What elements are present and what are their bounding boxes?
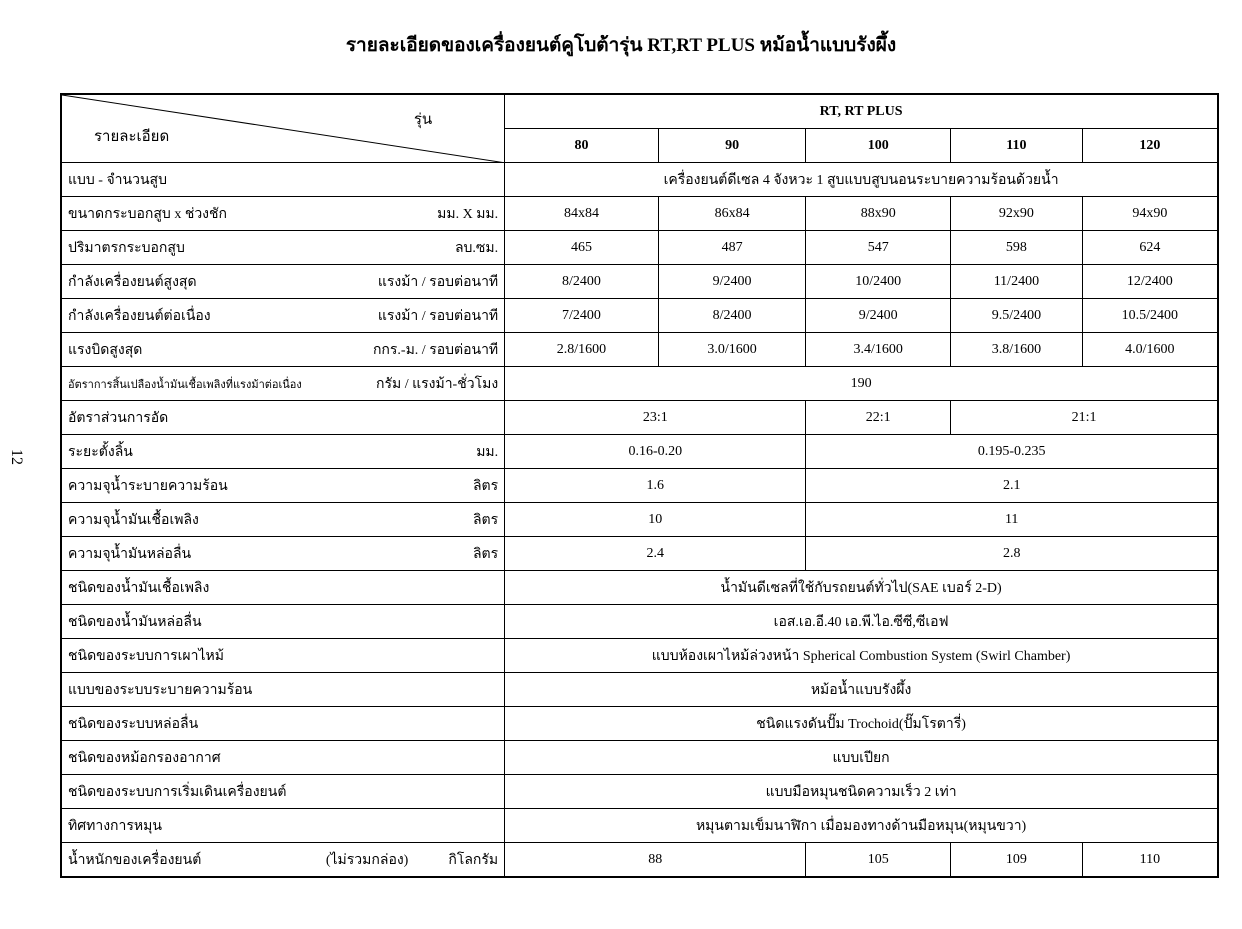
cell-value: 88x90	[806, 197, 951, 231]
row-label-text: ความจุน้ำมันเชื้อเพลิง	[68, 512, 199, 528]
row-label	[61, 741, 505, 775]
row-value: น้ำมันดีเซลที่ใช้กับรถยนต์ทั่วไป(SAE เบอร์ 2-D)	[505, 571, 1218, 605]
cell-value: 4.0/1600	[1082, 333, 1218, 367]
row-label-text: ระยะตั้งลิ้น	[68, 444, 133, 460]
row-label-text: อัตราการสิ้นเปลืองน้ำมันเชื้อเพลิงที่แรงม้าต่อเนื่อง	[68, 378, 302, 391]
row-value: หมุนตามเข็มนาฬิกา เมื่อมองทางด้านมือหมุน(หมุนขวา)	[505, 809, 1218, 843]
row-unit: มม.	[476, 444, 499, 460]
model-header-label: รุ่น	[413, 112, 433, 128]
row-label	[61, 367, 505, 401]
row-label-text: ชนิดของน้ำมันเชื้อเพลิง	[68, 580, 210, 596]
row-label-text: อัตราส่วนการอัด	[68, 410, 169, 426]
row-unit: กรัม / แรงม้า-ชั่วโมง	[375, 376, 499, 392]
row-label	[61, 469, 505, 503]
row-unit: กกร.-ม. / รอบต่อนาที	[372, 342, 499, 358]
row-label	[61, 707, 505, 741]
group-value: 2.1	[806, 469, 1218, 503]
row-unit: กิโลกรัม	[448, 852, 499, 868]
cell-value: 9/2400	[658, 265, 806, 299]
table-row	[61, 571, 1218, 605]
row-label	[61, 503, 505, 537]
row-label	[61, 571, 505, 605]
cell-value: 2.8/1600	[505, 333, 659, 367]
table-row	[61, 367, 1218, 401]
table-row	[61, 605, 1218, 639]
cell-value: 3.4/1600	[806, 333, 951, 367]
row-value: 190	[505, 367, 1218, 401]
cell-value: 547	[806, 231, 951, 265]
row-label-text: ชนิดของน้ำมันหล่อลื่น	[68, 614, 202, 630]
table-row	[61, 299, 1218, 333]
row-unit: มม. X มม.	[437, 206, 499, 222]
cell-value: 92x90	[951, 197, 1083, 231]
row-label	[61, 401, 505, 435]
row-label	[61, 673, 505, 707]
group-value: 2.8	[806, 537, 1218, 571]
group-value: 10	[505, 503, 806, 537]
model-header-80: 80	[505, 129, 659, 163]
row-label	[61, 197, 505, 231]
cell-value: 10.5/2400	[1082, 299, 1218, 333]
row-value: หม้อน้ำแบบรังผึ้ง	[505, 673, 1218, 707]
row-label-text: แบบของระบบระบายความร้อน	[68, 682, 253, 698]
cell-value: 7/2400	[505, 299, 659, 333]
weight-value: 105	[806, 843, 951, 878]
model-header-120: 120	[1082, 129, 1218, 163]
group-value: 11	[806, 503, 1218, 537]
row-unit: ลิตร	[472, 546, 499, 562]
weight-value: 110	[1082, 843, 1218, 878]
spec-table	[60, 93, 1219, 878]
table-row	[61, 163, 1218, 197]
cell-value: 3.0/1600	[658, 333, 806, 367]
row-label-text: ชนิดของหม้อกรองอากาศ	[68, 750, 221, 766]
row-label-text: น้ำหนักของเครื่องยนต์	[68, 852, 202, 868]
row-label	[61, 605, 505, 639]
row-label	[61, 809, 505, 843]
series-header: RT, RT PLUS	[505, 94, 1218, 129]
row-label	[61, 435, 505, 469]
table-row	[61, 469, 1218, 503]
row-label-text: แบบ - จำนวนสูบ	[68, 172, 167, 188]
table-row	[61, 843, 1218, 878]
table-row	[61, 333, 1218, 367]
row-label	[61, 231, 505, 265]
table-row	[61, 741, 1218, 775]
row-unit: แรงม้า / รอบต่อนาที	[377, 274, 499, 290]
table-row	[61, 639, 1218, 673]
row-label-text: แรงบิดสูงสุด	[68, 342, 143, 358]
table-row	[61, 265, 1218, 299]
page-number: 12	[8, 449, 25, 465]
cell-value: 487	[658, 231, 806, 265]
row-value: แบบเปียก	[505, 741, 1218, 775]
table-row	[61, 707, 1218, 741]
cell-value: 465	[505, 231, 659, 265]
row-label-text: ชนิดของระบบการเริ่มเดินเครื่องยนต์	[68, 784, 287, 800]
cell-value: 11/2400	[951, 265, 1083, 299]
cell-value: 3.8/1600	[951, 333, 1083, 367]
row-label	[61, 843, 505, 878]
cell-value: 8/2400	[505, 265, 659, 299]
group-value: 0.195-0.235	[806, 435, 1218, 469]
weight-value: 109	[951, 843, 1083, 878]
row-label	[61, 639, 505, 673]
row-label-text: ความจุน้ำระบายความร้อน	[68, 478, 228, 494]
group-value: 22:1	[806, 401, 951, 435]
group-value: 23:1	[505, 401, 806, 435]
cell-value: 94x90	[1082, 197, 1218, 231]
cell-value: 598	[951, 231, 1083, 265]
row-label-text: กำลังเครื่องยนต์สูงสุด	[68, 274, 197, 290]
cell-value: 624	[1082, 231, 1218, 265]
page-title: รายละเอียดของเครื่องยนต์คูโบต้ารุ่น RT,RT PLUS หม้อน้ำแบบรังผึ้ง	[345, 35, 897, 56]
row-label	[61, 775, 505, 809]
row-label	[61, 299, 505, 333]
row-value: แบบมือหมุนชนิดความเร็ว 2 เท่า	[505, 775, 1218, 809]
group-value: 21:1	[951, 401, 1218, 435]
model-header-100: 100	[806, 129, 951, 163]
row-label	[61, 333, 505, 367]
cell-value: 9.5/2400	[951, 299, 1083, 333]
cell-value: 9/2400	[806, 299, 951, 333]
table-row	[61, 231, 1218, 265]
cell-value: 10/2400	[806, 265, 951, 299]
row-unit: ลิตร	[472, 512, 499, 528]
model-header-110: 110	[951, 129, 1083, 163]
row-value: แบบห้องเผาไหม้ล่วงหน้า Spherical Combustion System (Swirl Chamber)	[505, 639, 1218, 673]
cell-value: 8/2400	[658, 299, 806, 333]
row-unit: แรงม้า / รอบต่อนาที	[377, 308, 499, 324]
row-label-text: ชนิดของระบบการเผาไหม้	[68, 648, 224, 664]
row-note: (ไม่รวมกล่อง)	[325, 852, 409, 868]
table-row	[61, 537, 1218, 571]
row-unit: ลิตร	[472, 478, 499, 494]
weight-value: 88	[505, 843, 806, 878]
row-value: เอส.เอ.อี.40 เอ.พี.ไอ.ซีซี,ซีเอฟ	[505, 605, 1218, 639]
group-value: 2.4	[505, 537, 806, 571]
table-row	[61, 809, 1218, 843]
row-unit: ลบ.ซม.	[454, 240, 499, 256]
table-row	[61, 503, 1218, 537]
row-value: ชนิดแรงดันปั๊ม Trochoid(ปั๊มโรตารี่)	[505, 707, 1218, 741]
row-label	[61, 265, 505, 299]
group-value: 0.16-0.20	[505, 435, 806, 469]
row-value: เครื่องยนต์ดีเซล 4 จังหวะ 1 สูบแบบสูบนอนระบายความร้อนด้วยน้ำ	[505, 163, 1218, 197]
row-label	[61, 163, 505, 197]
header-diagonal-cell	[61, 94, 505, 163]
model-header-90: 90	[658, 129, 806, 163]
detail-header-label: รายละเอียด	[94, 129, 170, 145]
row-label-text: ทิศทางการหมุน	[68, 818, 162, 834]
row-label-text: ปริมาตรกระบอกสูบ	[68, 240, 185, 256]
table-row	[61, 401, 1218, 435]
row-label-text: ขนาดกระบอกสูบ x ช่วงชัก	[68, 206, 227, 222]
cell-value: 12/2400	[1082, 265, 1218, 299]
row-label-text: ชนิดของระบบหล่อลื่น	[68, 716, 199, 732]
table-row	[61, 673, 1218, 707]
group-value: 1.6	[505, 469, 806, 503]
cell-value: 84x84	[505, 197, 659, 231]
table-row	[61, 775, 1218, 809]
row-label-text: กำลังเครื่องยนต์ต่อเนื่อง	[68, 308, 211, 324]
row-label	[61, 537, 505, 571]
row-label-text: ความจุน้ำมันหล่อลื่น	[68, 546, 192, 562]
table-row	[61, 435, 1218, 469]
table-row	[61, 197, 1218, 231]
cell-value: 86x84	[658, 197, 806, 231]
